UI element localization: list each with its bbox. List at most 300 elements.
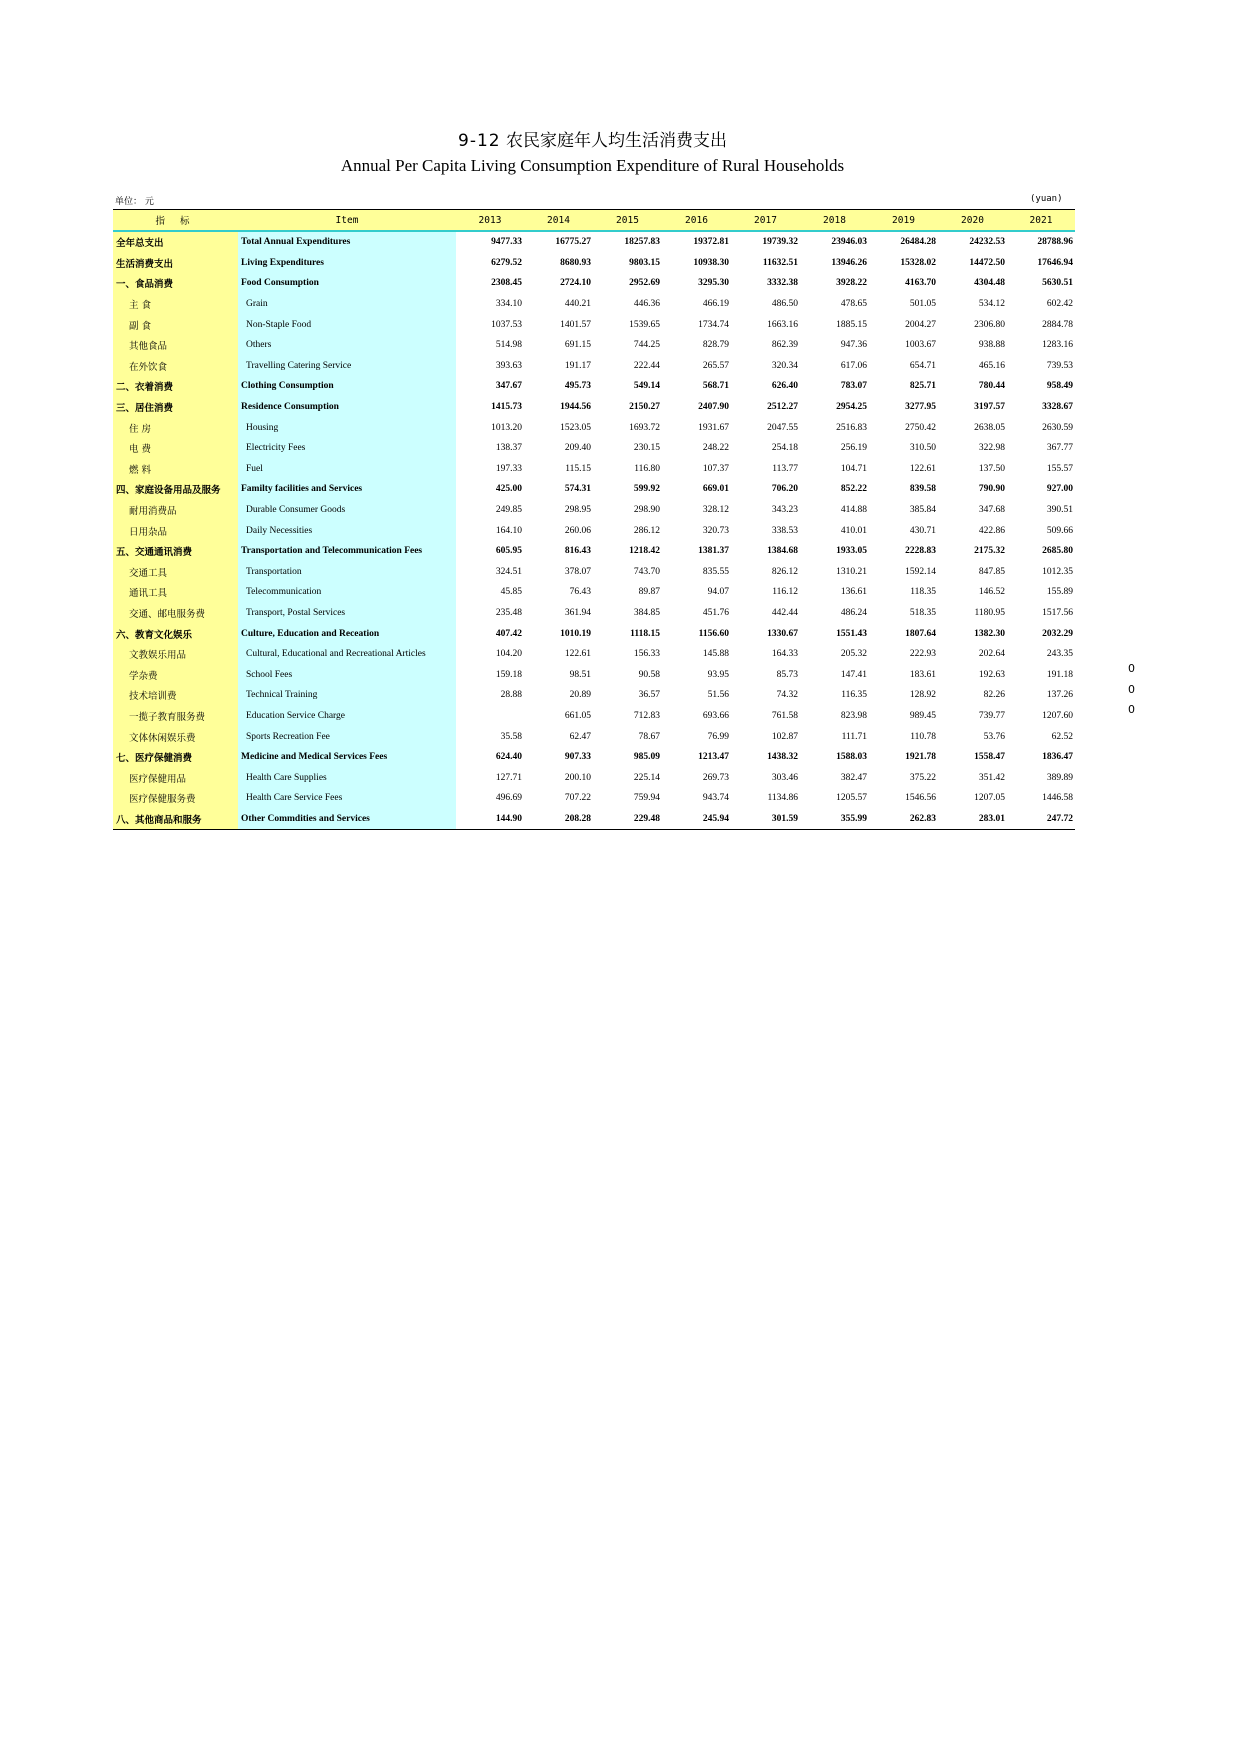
- value-cell-2020: 1382.30: [974, 628, 1005, 639]
- value-cell-2017: 113.77: [772, 463, 798, 474]
- table-row: [113, 582, 1075, 603]
- value-cell-2016: 568.71: [702, 381, 729, 392]
- value-cell-2013: 324.51: [495, 566, 522, 577]
- value-cell-2017: 1663.16: [767, 319, 798, 330]
- value-cell-2015: 222.44: [633, 360, 660, 371]
- value-cell-2019: 654.71: [909, 360, 936, 371]
- value-cell-2018: 23946.03: [831, 237, 867, 248]
- value-cell-2020: 283.01: [938, 809, 1007, 830]
- value-cell-2018: 256.19: [840, 443, 867, 454]
- value-cell-2013: 6279.52: [491, 257, 522, 268]
- value-cell-2013: 138.37: [495, 443, 522, 454]
- value-cell-2019: 1921.78: [905, 752, 936, 763]
- table-row: [113, 541, 1075, 562]
- row-label-cn: 电 费: [113, 438, 238, 459]
- value-cell-2015: 1218.42: [629, 546, 660, 557]
- value-cell-2017: 626.40: [771, 381, 798, 392]
- value-cell-2021: 927.00: [1046, 484, 1073, 495]
- value-cell-2015: 225.14: [633, 772, 660, 783]
- value-cell-2016: 1156.60: [698, 628, 729, 639]
- value-cell-2020: 2175.32: [974, 546, 1005, 557]
- value-cell-2013: 127.71: [495, 772, 522, 783]
- row-label-en: Technical Training: [238, 685, 456, 706]
- value-cell-2017: 303.46: [771, 772, 798, 783]
- value-cell-2017: 1330.67: [767, 628, 798, 639]
- value-cell-2017: 2512.27: [767, 402, 798, 413]
- table-row: [113, 623, 1075, 644]
- table-row: [113, 747, 1075, 768]
- side-zero-marker: 0: [1128, 703, 1135, 716]
- value-cell-2014: 298.95: [564, 505, 591, 516]
- value-cell-2017: 3332.38: [767, 278, 798, 289]
- value-cell-2018: 783.07: [840, 381, 867, 392]
- value-cell-2019: 2228.83: [905, 546, 936, 557]
- value-cell-2013: 393.63: [495, 360, 522, 371]
- value-cell-2021: 1207.60: [1042, 710, 1073, 721]
- value-cell-2014: 115.15: [565, 463, 591, 474]
- value-cell-2015: 2150.27: [629, 402, 660, 413]
- header-year-2014: 2014: [524, 210, 593, 232]
- value-cell-2020: 534.12: [978, 299, 1005, 310]
- value-cell-2018: 136.61: [840, 587, 867, 598]
- value-cell-2018: 1933.05: [836, 546, 867, 557]
- value-cell-2020: 465.16: [978, 360, 1005, 371]
- table-row: [113, 809, 1075, 830]
- row-label-cn: 交通工具: [113, 562, 238, 583]
- value-cell-2014: 98.51: [569, 669, 591, 680]
- row-label-cn: 四、家庭设备用品及服务: [113, 479, 238, 500]
- value-cell-2019: 110.78: [910, 731, 936, 742]
- row-label-cn: 日用杂品: [113, 520, 238, 541]
- value-cell-2016: 3295.30: [698, 278, 729, 289]
- row-label-en: Travelling Catering Service: [238, 356, 456, 377]
- table-row: [113, 397, 1075, 418]
- row-label-en: Other Commdities and Services: [238, 809, 456, 830]
- row-label-cn: 五、交通通讯消费: [113, 541, 238, 562]
- value-cell-2018: 147.41: [840, 669, 867, 680]
- page-title-en: Annual Per Capita Living Consumption Expenditure of Rural Households: [340, 156, 845, 175]
- value-cell-2015: 90.58: [638, 669, 660, 680]
- value-cell-2015: 2952.69: [629, 278, 660, 289]
- value-cell-2014: 378.07: [564, 566, 591, 577]
- row-label-cn: 燃 料: [113, 459, 238, 480]
- value-cell-2014: 1523.05: [560, 422, 591, 433]
- value-cell-2019: 2004.27: [905, 319, 936, 330]
- value-cell-2021: 389.89: [1046, 772, 1073, 783]
- value-cell-2020: 422.86: [978, 525, 1005, 536]
- value-cell-2016: 265.57: [702, 360, 729, 371]
- value-cell-2020: 1558.47: [974, 752, 1005, 763]
- table-row: [113, 706, 1075, 727]
- row-label-cn: 交通、邮电服务费: [113, 603, 238, 624]
- value-cell-2021: 28788.96: [1037, 237, 1073, 248]
- value-cell-2017: 74.32: [776, 690, 798, 701]
- value-cell-2021: 1517.56: [1042, 607, 1073, 618]
- row-label-cn: 耐用消费品: [113, 500, 238, 521]
- value-cell-2015: 156.33: [633, 649, 660, 660]
- value-cell-2016: 51.56: [707, 690, 729, 701]
- value-cell-2019: 128.92: [909, 690, 936, 701]
- value-cell-2013: 1037.53: [491, 319, 522, 330]
- value-cell-2019: 122.61: [909, 463, 936, 474]
- value-cell-2016: 10938.30: [693, 257, 729, 268]
- value-cell-2014: 907.33: [564, 752, 591, 763]
- table-row: [113, 459, 1075, 480]
- value-cell-2015: 384.85: [633, 607, 660, 618]
- value-cell-2021: 390.51: [1046, 505, 1073, 516]
- value-cell-2018: 3928.22: [836, 278, 867, 289]
- side-zero-marker: 0: [1128, 683, 1135, 696]
- value-cell-2018: 410.01: [840, 525, 867, 536]
- value-cell-2013: 514.98: [495, 340, 522, 351]
- header-item-en: Item: [238, 210, 456, 232]
- value-cell-2017: 862.39: [771, 340, 798, 351]
- value-cell-2021: 739.53: [1046, 360, 1073, 371]
- row-label-en: Transport, Postal Services: [238, 603, 456, 624]
- table-row: [113, 253, 1075, 274]
- row-label-cn: 在外饮食: [113, 356, 238, 377]
- value-cell-2015: 744.25: [633, 340, 660, 351]
- value-cell-2020: 780.44: [978, 381, 1005, 392]
- row-label-cn: 主 食: [113, 294, 238, 315]
- row-label-en: Medicine and Medical Services Fees: [238, 747, 456, 768]
- value-cell-2013: 2308.45: [491, 278, 522, 289]
- value-cell-2017: 164.33: [771, 649, 798, 660]
- value-cell-2013: 104.20: [495, 649, 522, 660]
- value-cell-2014: 191.17: [564, 360, 591, 371]
- table-row: [113, 603, 1075, 624]
- value-cell-2015: 985.09: [633, 752, 660, 763]
- value-cell-2014: 20.89: [569, 690, 591, 701]
- value-cell-2017: 343.23: [771, 505, 798, 516]
- table-body: [113, 231, 1075, 830]
- value-cell-2018: 116.35: [841, 690, 867, 701]
- row-label-cn: 一、食品消费: [113, 273, 238, 294]
- value-cell-2017: 1384.68: [767, 546, 798, 557]
- value-cell-2016: 2407.90: [698, 402, 729, 413]
- value-cell-2013: 347.67: [495, 381, 522, 392]
- row-label-en: Familty facilities and Services: [238, 479, 456, 500]
- value-cell-2019: 118.35: [910, 587, 936, 598]
- table-row: [113, 644, 1075, 665]
- table-row: [113, 685, 1075, 706]
- value-cell-2019: 518.35: [909, 607, 936, 618]
- value-cell-2015: 230.15: [633, 443, 660, 454]
- value-cell-2021: 5630.51: [1042, 278, 1073, 289]
- value-cell-2014: 200.10: [564, 772, 591, 783]
- row-label-en: Transportation: [238, 562, 456, 583]
- value-cell-2021: 1283.16: [1042, 340, 1073, 351]
- value-cell-2013: 35.58: [500, 731, 522, 742]
- value-cell-2014: 8680.93: [560, 257, 591, 268]
- value-cell-2018: 13946.26: [831, 257, 867, 268]
- value-cell-2015: 116.80: [634, 463, 660, 474]
- unit-label-cn: 单位： 元: [115, 197, 154, 207]
- header-year-2013: 2013: [456, 210, 524, 232]
- value-cell-2018: 486.24: [840, 607, 867, 618]
- value-cell-2021: 17646.94: [1037, 257, 1073, 268]
- value-cell-2020: 938.88: [978, 340, 1005, 351]
- expenditure-table: [113, 209, 1075, 830]
- row-label-cn: 三、居住消费: [113, 397, 238, 418]
- row-label-en: Sports Recreation Fee: [238, 726, 456, 747]
- value-cell-2014: 62.47: [569, 731, 591, 742]
- page-title-cn: [0, 126, 1185, 151]
- header-year-2015: 2015: [593, 210, 662, 232]
- value-cell-2017: 116.12: [772, 587, 798, 598]
- value-cell-2019: 375.22: [909, 772, 936, 783]
- value-cell-2020: 14472.50: [969, 257, 1005, 268]
- value-cell-2014: 707.22: [564, 793, 591, 804]
- value-cell-2013: 235.48: [495, 607, 522, 618]
- value-cell-2013: 496.69: [495, 793, 522, 804]
- value-cell-2017: 320.34: [771, 360, 798, 371]
- value-cell-2021: 155.57: [1046, 463, 1073, 474]
- value-cell-2014: 574.31: [564, 484, 591, 495]
- value-cell-2013: 249.85: [495, 505, 522, 516]
- value-cell-2018: 852.22: [840, 484, 867, 495]
- value-cell-2014: 440.21: [564, 299, 591, 310]
- value-cell-2014: 361.94: [564, 607, 591, 618]
- value-cell-2019: 4163.70: [905, 278, 936, 289]
- value-cell-2020: 847.85: [978, 566, 1005, 577]
- value-cell-2015: 446.36: [633, 299, 660, 310]
- value-cell-2020: 739.77: [978, 710, 1005, 721]
- value-cell-2017: 85.73: [776, 669, 798, 680]
- value-cell-2019: 989.45: [909, 710, 936, 721]
- value-cell-2020: 82.26: [983, 690, 1005, 701]
- value-cell-2014: 76.43: [569, 587, 591, 598]
- value-cell-2021: 958.49: [1046, 381, 1073, 392]
- value-cell-2018: 355.99: [800, 809, 869, 830]
- value-cell-2015: 286.12: [633, 525, 660, 536]
- value-cell-2016: 19372.81: [693, 237, 729, 248]
- row-label-en: Non-Staple Food: [238, 314, 456, 335]
- row-label-cn: 医疗保健服务费: [113, 788, 238, 809]
- value-cell-2019: 1592.14: [905, 566, 936, 577]
- value-cell-2015: 229.48: [593, 809, 662, 830]
- value-cell-2020: 347.68: [978, 505, 1005, 516]
- value-cell-2014: 495.73: [564, 381, 591, 392]
- value-cell-2016: 1381.37: [698, 546, 729, 557]
- value-cell-2019: 3277.95: [905, 402, 936, 413]
- value-cell-2016: 320.73: [702, 525, 729, 536]
- value-cell-2020: 790.90: [978, 484, 1005, 495]
- value-cell-2019: 430.71: [909, 525, 936, 536]
- table-row: [113, 500, 1075, 521]
- row-label-en: School Fees: [238, 664, 456, 685]
- value-cell-2017: 1438.32: [767, 752, 798, 763]
- value-cell-2013: 407.42: [495, 628, 522, 639]
- table-row: [113, 314, 1075, 335]
- value-cell-2021: 1836.47: [1042, 752, 1073, 763]
- value-cell-2015: 298.90: [633, 505, 660, 516]
- row-label-cn: 技术培训费: [113, 685, 238, 706]
- title-cn-text: 农民家庭年人均生活消费支出: [506, 131, 727, 151]
- row-label-en: Health Care Service Fees: [238, 788, 456, 809]
- value-cell-2017: 102.87: [771, 731, 798, 742]
- value-cell-2018: 478.65: [840, 299, 867, 310]
- value-cell-2019: 1807.64: [905, 628, 936, 639]
- value-cell-2013: 159.18: [495, 669, 522, 680]
- value-cell-2019: 310.50: [909, 443, 936, 454]
- value-cell-2021: 191.18: [1046, 669, 1073, 680]
- table-row: [113, 562, 1075, 583]
- value-cell-2020: 137.50: [978, 463, 1005, 474]
- row-label-en: Food Consumption: [238, 273, 456, 294]
- value-cell-2016: 943.74: [702, 793, 729, 804]
- value-cell-2014: 209.40: [564, 443, 591, 454]
- value-cell-2015: 712.83: [633, 710, 660, 721]
- table-row: [113, 417, 1075, 438]
- value-cell-2017: 761.58: [771, 710, 798, 721]
- value-cell-2021: 1012.35: [1042, 566, 1073, 577]
- row-label-en: Electricity Fees: [238, 438, 456, 459]
- header-year-2020: 2020: [938, 210, 1007, 232]
- value-cell-2014: 122.61: [564, 649, 591, 660]
- value-cell-2016: 328.12: [702, 505, 729, 516]
- value-cell-2015: 759.94: [633, 793, 660, 804]
- value-cell-2021: 1446.58: [1042, 793, 1073, 804]
- row-label-en: Transportation and Telecommunication Fees: [238, 541, 456, 562]
- value-cell-2020: 2638.05: [974, 422, 1005, 433]
- row-label-cn: 通讯工具: [113, 582, 238, 603]
- value-cell-2016: 1734.74: [698, 319, 729, 330]
- value-cell-2018: 947.36: [840, 340, 867, 351]
- value-cell-2017: 338.53: [771, 525, 798, 536]
- value-cell-2021: 137.26: [1046, 690, 1073, 701]
- value-cell-2021: 2630.59: [1042, 422, 1073, 433]
- value-cell-2020: 322.98: [978, 443, 1005, 454]
- value-cell-2016: 94.07: [707, 587, 729, 598]
- value-cell-2017: 826.12: [771, 566, 798, 577]
- value-cell-2019: 1003.67: [905, 340, 936, 351]
- value-cell-2019: 501.05: [909, 299, 936, 310]
- value-cell-2019: 15328.02: [900, 257, 936, 268]
- value-cell-2014: 1010.19: [560, 628, 591, 639]
- value-cell-2021: 367.77: [1046, 443, 1073, 454]
- table-row: [113, 479, 1075, 500]
- value-cell-2015: 549.14: [633, 381, 660, 392]
- value-cell-2021: 247.72: [1007, 809, 1075, 830]
- value-cell-2016: 835.55: [702, 566, 729, 577]
- value-cell-2014: 16775.27: [555, 237, 591, 248]
- value-cell-2020: 1207.05: [974, 793, 1005, 804]
- row-label-cn: 生活消费支出: [113, 253, 238, 274]
- header-year-2016: 2016: [662, 210, 731, 232]
- header-year-2018: 2018: [800, 210, 869, 232]
- value-cell-2013: 144.90: [456, 809, 524, 830]
- value-cell-2020: 202.64: [978, 649, 1005, 660]
- row-label-cn: 七、医疗保健消费: [113, 747, 238, 768]
- value-cell-2015: 1693.72: [629, 422, 660, 433]
- row-label-cn: 文体休闲娱乐费: [113, 726, 238, 747]
- table-row: [113, 294, 1075, 315]
- value-cell-2021: 62.52: [1051, 731, 1073, 742]
- value-cell-2020: 351.42: [978, 772, 1005, 783]
- value-cell-2014: 2724.10: [560, 278, 591, 289]
- row-label-en: Durable Consumer Goods: [238, 500, 456, 521]
- value-cell-2016: 1213.47: [698, 752, 729, 763]
- value-cell-2019: 1546.56: [905, 793, 936, 804]
- value-cell-2013: 45.85: [500, 587, 522, 598]
- value-cell-2014: 260.06: [564, 525, 591, 536]
- value-cell-2017: 254.18: [771, 443, 798, 454]
- value-cell-2021: 3328.67: [1042, 402, 1073, 413]
- value-cell-2016: 1931.67: [698, 422, 729, 433]
- table-row: [113, 438, 1075, 459]
- side-zero-marker: 0: [1128, 662, 1135, 675]
- value-cell-2020: 2306.80: [974, 319, 1005, 330]
- value-cell-2018: 1588.03: [836, 752, 867, 763]
- value-cell-2020: 24232.53: [969, 237, 1005, 248]
- row-label-cn: 学杂费: [113, 664, 238, 685]
- value-cell-2021: 2032.29: [1042, 628, 1073, 639]
- value-cell-2015: 1118.15: [630, 628, 660, 639]
- value-cell-2019: 385.84: [909, 505, 936, 516]
- row-label-cn: 六、教育文化娱乐: [113, 623, 238, 644]
- value-cell-2014: 661.05: [564, 710, 591, 721]
- row-label-en: Health Care Supplies: [238, 767, 456, 788]
- row-label-en: Grain: [238, 294, 456, 315]
- value-cell-2018: 1205.57: [836, 793, 867, 804]
- value-cell-2013: 425.00: [495, 484, 522, 495]
- value-cell-2016: 669.01: [702, 484, 729, 495]
- value-cell-2016: 269.73: [702, 772, 729, 783]
- row-label-cn: 一揽子教育服务费: [113, 706, 238, 727]
- value-cell-2013: 1013.20: [491, 422, 522, 433]
- row-label-en: Clothing Consumption: [238, 376, 456, 397]
- table-row: [113, 520, 1075, 541]
- value-cell-2014: 691.15: [564, 340, 591, 351]
- value-cell-2017: 706.20: [771, 484, 798, 495]
- value-cell-2013: 624.40: [495, 752, 522, 763]
- value-cell-2021: 509.66: [1046, 525, 1073, 536]
- value-cell-2018: 1310.21: [836, 566, 867, 577]
- value-cell-2015: 18257.83: [624, 237, 660, 248]
- value-cell-2016: 828.79: [702, 340, 729, 351]
- table-header-row: [113, 210, 1075, 232]
- row-label-en: Housing: [238, 417, 456, 438]
- value-cell-2018: 382.47: [840, 772, 867, 783]
- value-cell-2018: 617.06: [840, 360, 867, 371]
- row-label-cn: 副 食: [113, 314, 238, 335]
- value-cell-2018: 205.32: [840, 649, 867, 660]
- value-cell-2021: 155.89: [1046, 587, 1073, 598]
- row-label-en: Residence Consumption: [238, 397, 456, 418]
- row-label-en: Others: [238, 335, 456, 356]
- value-cell-2021: 243.35: [1046, 649, 1073, 660]
- table-row: [113, 767, 1075, 788]
- value-cell-2019: 183.61: [909, 669, 936, 680]
- header-item-cn: 指 标: [113, 210, 238, 232]
- value-cell-2015: 36.57: [638, 690, 660, 701]
- value-cell-2015: 1539.65: [629, 319, 660, 330]
- value-cell-2016: 107.37: [702, 463, 729, 474]
- value-cell-2016: 93.95: [707, 669, 729, 680]
- value-cell-2020: 4304.48: [974, 278, 1005, 289]
- row-label-cn: 二、衣着消费: [113, 376, 238, 397]
- unit-label-en: (yuan): [1030, 194, 1063, 204]
- value-cell-2020: 192.63: [978, 669, 1005, 680]
- value-cell-2017: 1134.86: [767, 793, 798, 804]
- value-cell-2014: 1401.57: [560, 319, 591, 330]
- table-row: [113, 231, 1075, 253]
- row-label-en: Telecommunication: [238, 582, 456, 603]
- table-row: [113, 788, 1075, 809]
- value-cell-2018: 2516.83: [836, 422, 867, 433]
- value-cell-2016: 693.66: [702, 710, 729, 721]
